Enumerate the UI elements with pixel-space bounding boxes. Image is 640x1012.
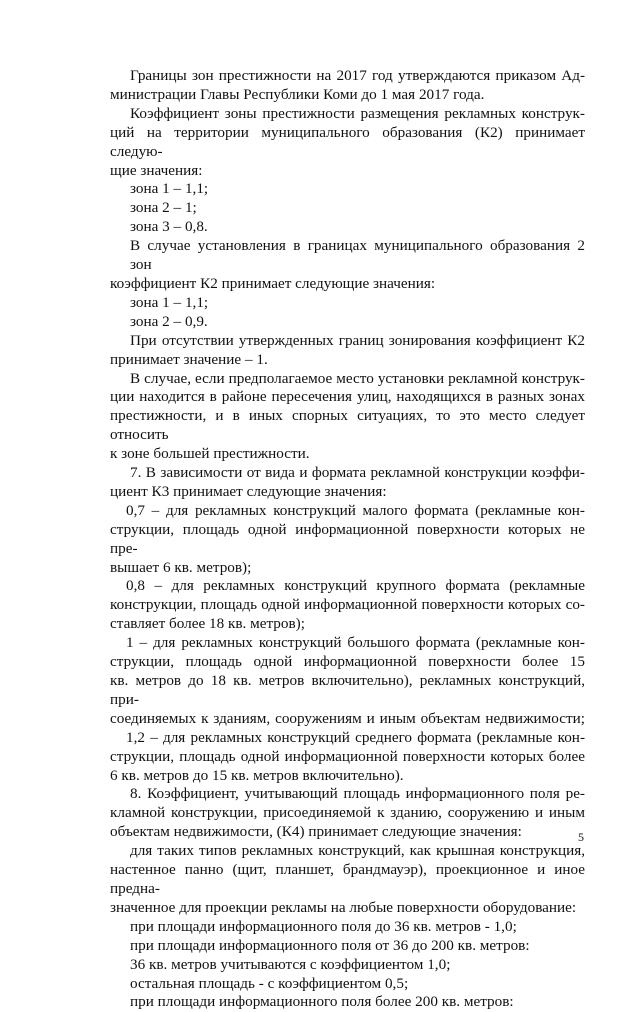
text-line: министрации Главы Республики Коми до 1 мая 2017 года. — [110, 85, 485, 103]
document-body — [110, 67, 585, 1012]
text-line: ставляет более 18 кв. метров); — [110, 615, 305, 633]
text-line: 36 кв. метров учитываются с коэффициентом 1,0; — [130, 955, 451, 973]
text-line: остальная площадь - с коэффициентом 0,5; — [130, 974, 409, 992]
text-line: 0,7 – для рекламных конструкций малого формата (рекламные кон- — [126, 501, 585, 519]
text-line: Границы зон престижности на 2017 год утверждаются приказом Ад- — [130, 67, 585, 84]
text-line: объектам недвижимости, (К4) принимает следующие значения: — [110, 823, 522, 841]
text-line: В случае установления в границах муниципального образования 2 зон — [130, 237, 585, 274]
text-line: В случае, если предполагаемое место установки рекламной конструк- — [130, 369, 585, 387]
text-line: зона 3 – 0,8. — [130, 218, 208, 236]
text-line: конструкции, площадь одной информационной поверхности которых со- — [110, 596, 585, 614]
text-line: кламной конструкции, присоединяемой к зданию, сооружению и иным — [110, 804, 585, 822]
text-line: при площади информационного поля до 36 кв. метров - 1,0; — [130, 917, 517, 935]
text-line: для таких типов рекламных конструкций, как крышная конструкция, — [130, 842, 585, 860]
text-line: престижности, и в иных спорных ситуациях, то это место следует относить — [110, 407, 585, 444]
text-line: зона 1 – 1,1; — [130, 293, 209, 311]
text-line: 7. В зависимости от вида и формата рекламной конструкции коэффи- — [130, 464, 585, 482]
text-line: циент К3 принимает следующие значения: — [110, 482, 387, 500]
text-line: принимает значение – 1. — [110, 350, 268, 368]
text-line: при площади информационного поля от 36 до 200 кв. метров: — [130, 936, 530, 954]
text-line: при площади информационного поля более 200 кв. метров: — [130, 993, 514, 1011]
text-line: 1 – для рекламных конструкций большого формата (рекламные кон- — [126, 634, 585, 652]
text-line: 6 кв. метров до 15 кв. метров включительно). — [110, 766, 404, 784]
text-line: настенное панно (щит, планшет, брандмауэр), проекционное и иное предна- — [110, 861, 585, 897]
page-number: 5 — [578, 830, 584, 844]
text-line: вышает 6 кв. метров); — [110, 558, 252, 576]
text-line: струкции, площадь одной информационной поверхности которых не пре- — [110, 520, 585, 557]
text-line: 1,2 – для рекламных конструкций среднего формата (рекламные кон- — [126, 728, 585, 746]
text-line: ций на территории муниципального образования (К2) принимает следую- — [110, 123, 585, 160]
text-line: значенное для проекции рекламы на любые поверхности оборудование: — [110, 898, 577, 916]
text-line: зона 2 – 0,9. — [130, 312, 208, 330]
text-line: зона 2 – 1; — [130, 199, 197, 217]
text-line: струкции, площадь одной информационной поверхности которых более — [110, 747, 585, 765]
text-line: ции находится в районе пересечения улиц, находящихся в разных зонах — [110, 388, 585, 406]
text-line: При отсутствии утвержденных границ зонирования коэффициент К2 — [130, 331, 585, 349]
text-line: коэффициент К2 принимает следующие значения: — [110, 274, 436, 292]
text-line: к зоне большей престижности. — [110, 445, 310, 463]
text-line: кв. метров до 18 кв. метров включительно), рекламных конструкций, при- — [110, 672, 585, 708]
text-line: 0,8 – для рекламных конструкций крупного формата (рекламные — [126, 577, 585, 595]
text-line: зона 1 – 1,1; — [130, 180, 209, 198]
text-line: 8. Коэффициент, учитывающий площадь информационного поля ре- — [130, 785, 585, 803]
text-line: соединяемых к зданиям, сооружениям и иным объектам недвижимости; — [110, 709, 585, 727]
text-line: струкции, площадь одной информационной поверхности более 15 — [110, 653, 585, 671]
text-line: Коэффициент зоны престижности размещения рекламных конструк- — [130, 104, 585, 122]
text-line: щие значения: — [110, 161, 203, 179]
